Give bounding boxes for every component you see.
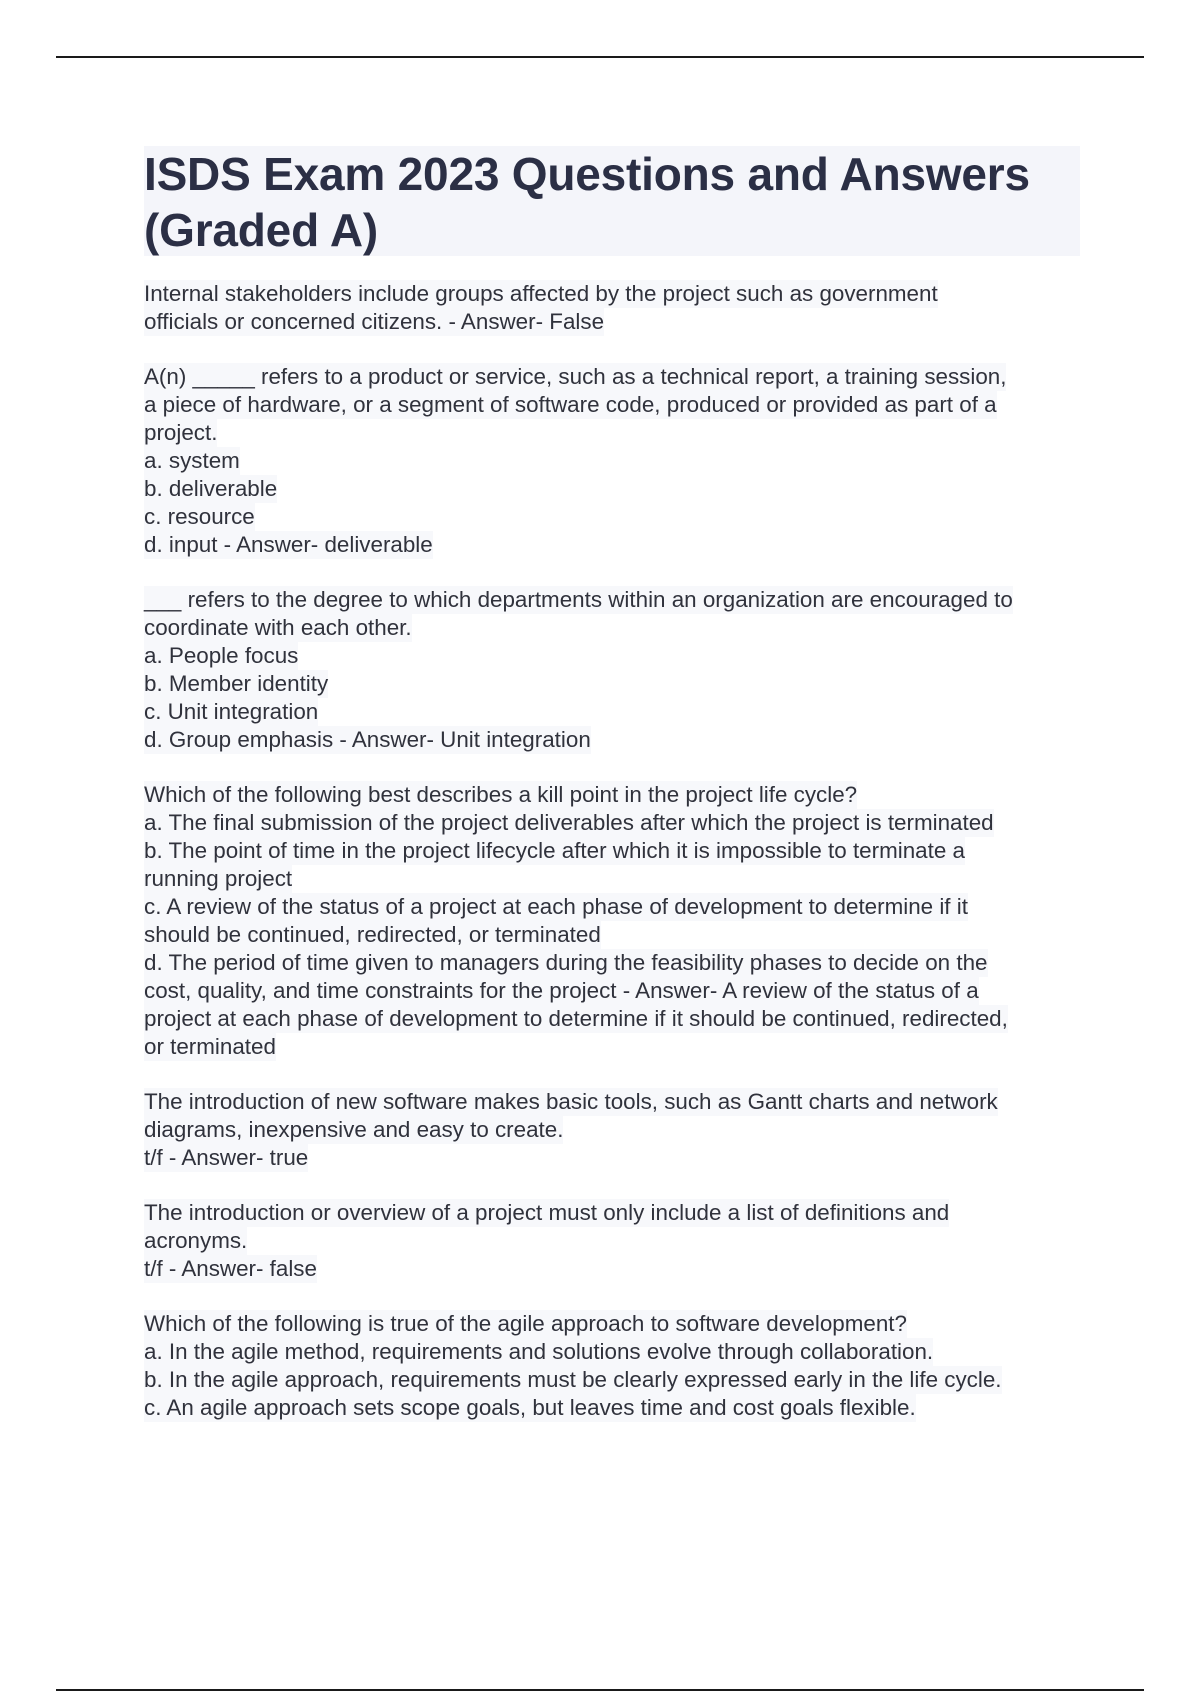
qa-line: a. system [144, 448, 240, 473]
qa-line: a. In the agile method, requirements and solutions evolve through collaboration. [144, 1339, 934, 1364]
qa-line: c. A review of the status of a project at each phase of development to determine if it [144, 894, 968, 919]
qa-line: Which of the following is true of the agile approach to software development? [144, 1311, 907, 1336]
document-title [144, 146, 1080, 258]
qa-item [144, 363, 1080, 559]
qa-item [144, 781, 1080, 1061]
qa-line: project at each phase of development to determine if it should be continued, redirected, [144, 1006, 1008, 1031]
qa-line: A(n) _____ refers to a product or service, such as a technical report, a training session, [144, 364, 1007, 389]
qa-line: The introduction or overview of a project must only include a list of definitions and [144, 1200, 950, 1225]
qa-line: d. The period of time given to managers during the feasibility phases to decide on the [144, 950, 988, 975]
qa-line: coordinate with each other. [144, 615, 412, 640]
qa-line: c. An agile approach sets scope goals, but leaves time and cost goals flexible. [144, 1395, 916, 1420]
qa-line: t/f - Answer- true [144, 1145, 309, 1170]
qa-line: or terminated [144, 1034, 276, 1059]
qa-line: b. deliverable [144, 476, 278, 501]
qa-line: a. The final submission of the project deliverables after which the project is terminated [144, 810, 994, 835]
title-block [144, 146, 1080, 256]
qa-line: c. Unit integration [144, 699, 319, 724]
qa-line: b. Member identity [144, 671, 329, 696]
qa-line: officials or concerned citizens. - Answer- False [144, 309, 605, 334]
qa-item [144, 1310, 1080, 1422]
qa-line: Internal stakeholders include groups affected by the project such as government [144, 281, 938, 306]
qa-line: The introduction of new software makes basic tools, such as Gantt charts and network [144, 1089, 998, 1114]
qa-line: project. [144, 420, 218, 445]
qa-line: ___ refers to the degree to which departments within an organization are encouraged to [144, 587, 1013, 612]
qa-line: t/f - Answer- false [144, 1256, 317, 1281]
qa-line: a piece of hardware, or a segment of software code, produced or provided as part of a [144, 392, 997, 417]
qa-line: d. input - Answer- deliverable [144, 532, 433, 557]
qa-item [144, 280, 1080, 336]
title-line-2: (Graded A) [144, 204, 378, 256]
qa-line: b. The point of time in the project lifecycle after which it is impossible to terminate a [144, 838, 965, 863]
qa-line: a. People focus [144, 643, 299, 668]
qa-line: Which of the following best describes a kill point in the project life cycle? [144, 782, 858, 807]
qa-list [144, 280, 1080, 1422]
qa-line: should be continued, redirected, or terminated [144, 922, 601, 947]
top-rule [56, 56, 1144, 58]
qa-line: d. Group emphasis - Answer- Unit integration [144, 727, 591, 752]
title-line-1: ISDS Exam 2023 Questions and Answers [144, 148, 1030, 200]
qa-item [144, 1088, 1080, 1172]
qa-line: cost, quality, and time constraints for the project - Answer- A review of the status of a [144, 978, 979, 1003]
qa-line: acronyms. [144, 1228, 248, 1253]
qa-line: b. In the agile approach, requirements must be clearly expressed early in the life cycle. [144, 1367, 1002, 1392]
bottom-rule [56, 1689, 1144, 1691]
qa-line: c. resource [144, 504, 255, 529]
qa-line: diagrams, inexpensive and easy to create. [144, 1117, 564, 1142]
qa-item [144, 586, 1080, 754]
qa-item [144, 1199, 1080, 1283]
qa-line: running project [144, 866, 293, 891]
document-body [144, 146, 1080, 1449]
